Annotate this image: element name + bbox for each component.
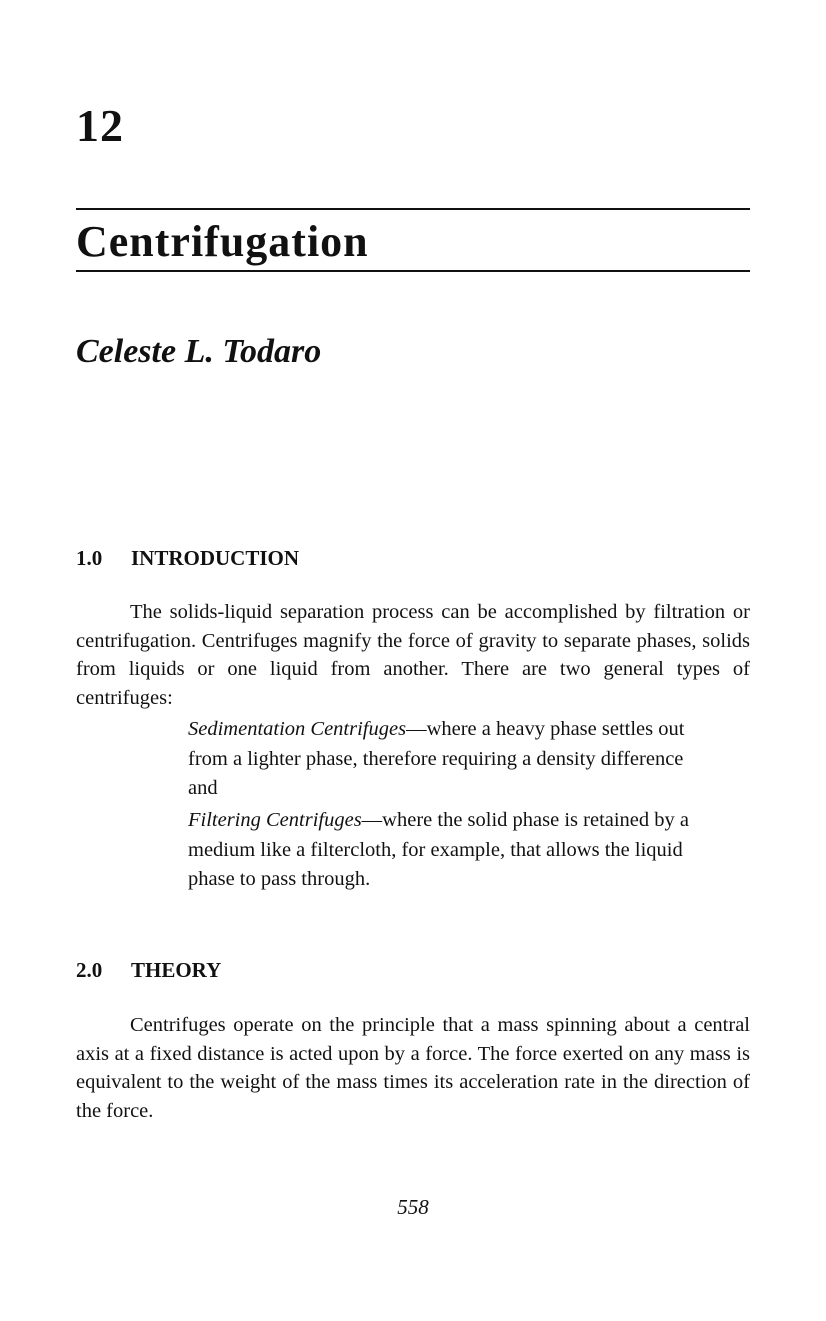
title-bottom-rule xyxy=(76,270,750,272)
list-item xyxy=(188,806,693,895)
section-heading-theory xyxy=(76,957,221,983)
theory-paragraph: Centrifuges operate on the principle that a mass spinning about a central axis at a fixed distance is acted upon by a force. The force exerted on any mass is equivalent to the weight of the mass times its acceleration rate in the direction of the force. xyxy=(76,1014,750,1122)
section-heading-introduction xyxy=(76,545,299,571)
list-item xyxy=(188,715,693,804)
section-number: 2.0 xyxy=(76,958,103,982)
section-title: THEORY xyxy=(131,958,222,982)
page-number: 558 xyxy=(397,1195,429,1219)
title-top-rule xyxy=(76,208,750,210)
author-name: Celeste L. Todaro xyxy=(76,333,322,370)
chapter-number: 12 xyxy=(76,100,124,151)
list-item-text: —where the solid phase is retained by a medium like a filtercloth, for example, that allows the liquid phase to pass through. xyxy=(188,809,690,890)
section-number: 1.0 xyxy=(76,546,103,570)
list-item-text: —where a heavy phase settles out from a lighter phase, therefore requiring a density difference and xyxy=(188,718,685,799)
section-title: INTRODUCTION xyxy=(131,546,300,570)
list-item-term: Sedimentation Centrifuges xyxy=(188,718,407,740)
list-item-term: Filtering Centrifuges xyxy=(188,809,362,831)
introduction-paragraph: The solids-liquid separation process can be accomplished by filtration or centrifugation. Centrifuges magnify the force of gravity to separate phases, solids from liquids or one liquid from another. There are two general types of centrifuges: xyxy=(76,601,750,709)
chapter-title: Centrifugation xyxy=(76,217,369,266)
